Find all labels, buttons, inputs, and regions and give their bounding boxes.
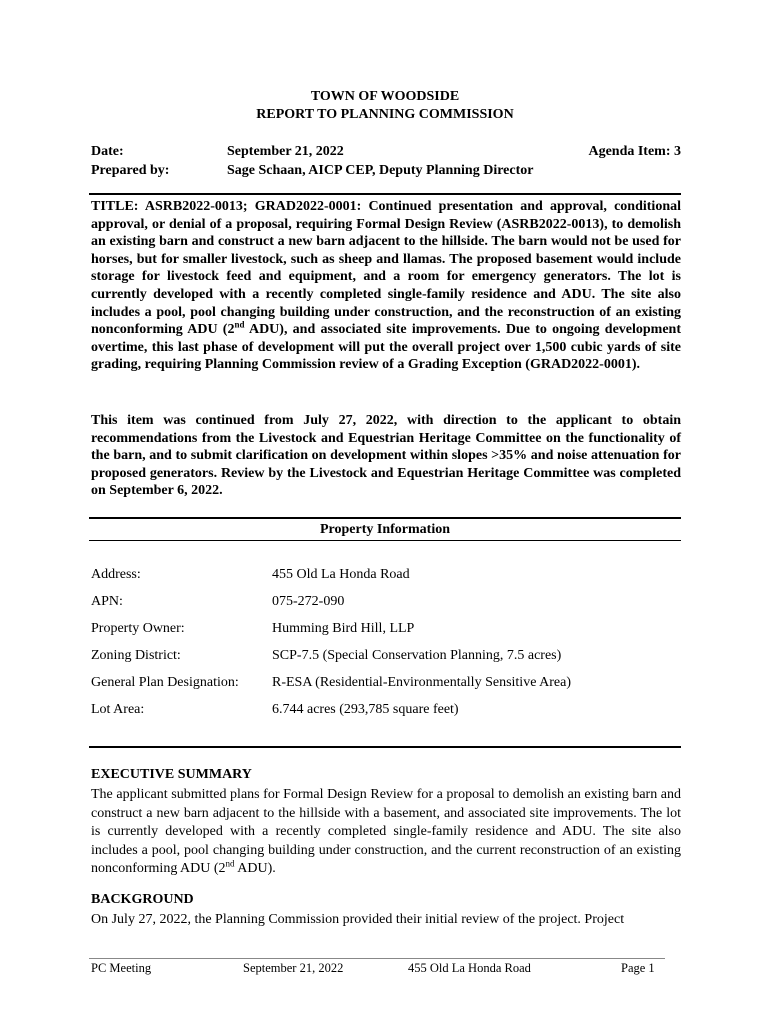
date-label: Date: <box>91 144 124 159</box>
property-row <box>91 621 681 648</box>
footer-page-number: Page 1 <box>621 961 655 975</box>
property-value: SCP-7.5 (Special Conservation Planning, 7.5 acres) <box>272 648 562 663</box>
executive-summary-heading: EXECUTIVE SUMMARY <box>91 767 252 782</box>
executive-summary-body <box>91 786 681 879</box>
continued-paragraph: This item was continued from July 27, 2022, with direction to the applicant to obtain recommendations from the Livestock and Equestrian Heritage Committee on the functionality of the barn, and to submit clarification on development within slopes >35% and noise attenuation for proposed generators. Review by the Livestock and Equestrian Heritage Committee was completed on September 6, 2022. <box>91 413 681 499</box>
footer-meeting: PC Meeting <box>91 961 152 975</box>
property-label: General Plan Designation: <box>91 675 239 690</box>
footer-rule <box>89 958 665 959</box>
property-top-rule <box>89 517 681 519</box>
property-bottom-rule <box>89 746 681 748</box>
report-meta <box>91 142 681 180</box>
header-town: TOWN OF WOODSIDE <box>310 89 460 104</box>
prepared-value: Sage Schaan, AICP CEP, Deputy Planning Director <box>227 163 534 178</box>
property-row <box>91 675 681 702</box>
title-sup: nd <box>234 319 245 330</box>
property-row <box>91 702 681 729</box>
property-row <box>91 648 681 675</box>
property-value: 6.744 acres (293,785 square feet) <box>272 702 459 717</box>
property-table <box>91 567 681 729</box>
background-body: On July 27, 2022, the Planning Commission provided their initial review of the project. Project <box>91 912 625 927</box>
meta-date-row <box>91 142 681 161</box>
property-label: Address: <box>91 567 141 582</box>
property-label: Zoning District: <box>91 648 181 663</box>
property-value: 075-272-090 <box>272 594 345 609</box>
background-heading: BACKGROUND <box>91 892 194 907</box>
meta-prepared-row <box>91 161 681 180</box>
footer-address: 455 Old La Honda Road <box>408 961 531 975</box>
property-info-title: Property Information <box>320 522 450 537</box>
agenda-item: Agenda Item: 3 <box>588 144 681 159</box>
title-block <box>91 198 681 374</box>
prepared-label: Prepared by: <box>91 163 170 178</box>
date-value: September 21, 2022 <box>227 144 344 159</box>
exec-sup: nd <box>225 858 235 869</box>
header-report-title: REPORT TO PLANNING COMMISSION <box>256 107 514 122</box>
footer-date: September 21, 2022 <box>243 961 344 975</box>
property-label: APN: <box>91 594 123 609</box>
exec-text-2: ADU). <box>234 861 276 876</box>
property-header-rule <box>89 540 681 541</box>
title-text-1: TITLE: ASRB2022-0013; GRAD2022-0001: Continued presentation and approval, conditional approval, or denial of a proposal, requiring Formal Design Review (ASRB2022-0013), to demolish an existing barn and construct a new barn adjacent to the hillside. The barn would not be used for horses, but for smaller livestock, such as sheep and llamas. The proposed basement would include storage for livestock feed and equipment, and a room for emergency generators. The lot is currently developed with a recently completed single-family residence and ADU. The site also includes a pool, pool changing building under construction, and the reconstruction of an existing nonconforming ADU (2 <box>91 199 681 338</box>
report-header <box>0 88 770 124</box>
property-row <box>91 594 681 621</box>
property-value: Humming Bird Hill, LLP <box>272 621 415 636</box>
property-row <box>91 567 681 594</box>
property-value: 455 Old La Honda Road <box>272 567 410 582</box>
title-text-2: ADU), and associated site improvements. Due to ongoing development overtime, this last phase of development will put the overall project over 1,500 cubic yards of site grading, requiring Planning Commission review of a Grading Exception (GRAD2022-0001). <box>91 322 681 373</box>
title-divider <box>89 193 681 195</box>
property-label: Lot Area: <box>91 702 145 717</box>
exec-text-1: The applicant submitted plans for Formal Design Review for a proposal to demolish an existing barn and construct a new barn adjacent to the hillside with a basement, and associated site improvements. The lot is currently developed with a recently completed single-family residence and ADU. The site also includes a pool, pool changing building under construction, and the current reconstruction of an existing nonconforming ADU (2 <box>91 787 681 876</box>
property-value: R-ESA (Residential-Environmentally Sensitive Area) <box>272 675 571 690</box>
property-label: Property Owner: <box>91 621 185 636</box>
